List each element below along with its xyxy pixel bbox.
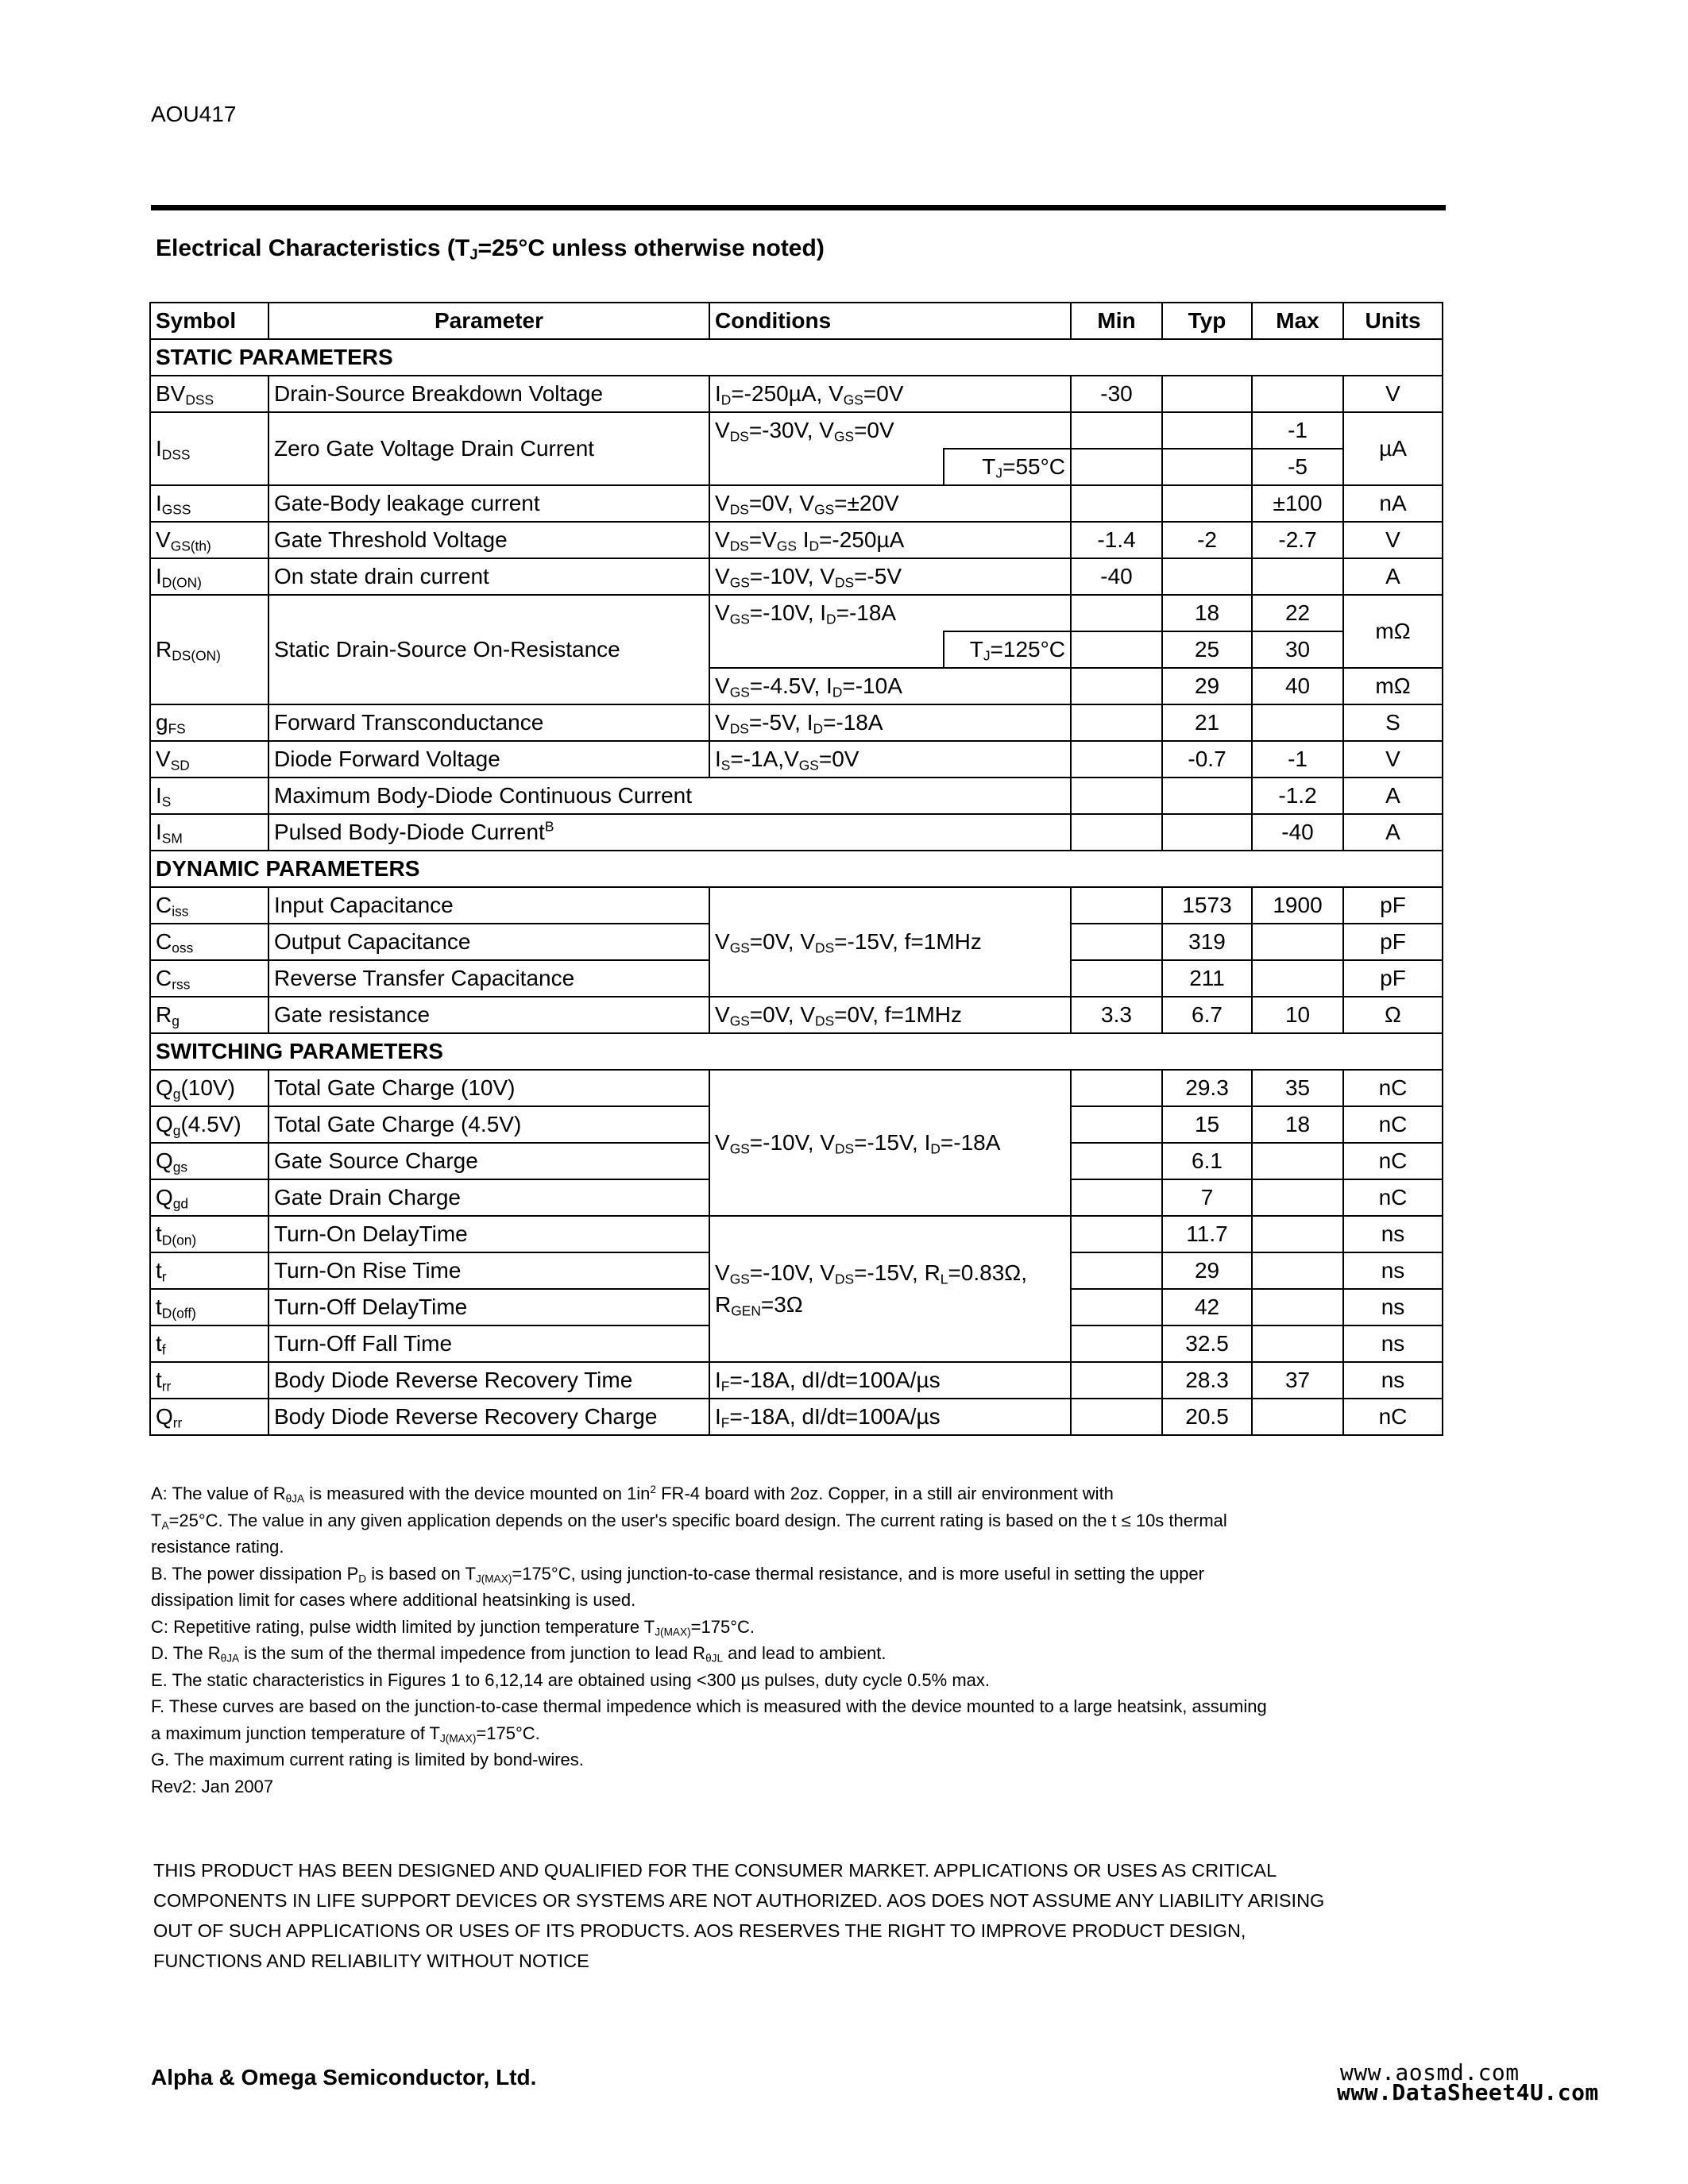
parameter-cell: Turn-Off DelayTime bbox=[268, 1289, 709, 1325]
conditions-cell: $V_{DS}=0V$, $V_{GS}=\pm 20V$ bbox=[709, 485, 1071, 522]
conditions-cell: $V_{GS}=-4.5V$, $I_D=-10A$ bbox=[709, 668, 1071, 704]
table-row bbox=[150, 741, 1443, 778]
parameter-cell: Drain-Source Breakdown Voltage bbox=[268, 376, 709, 412]
units-cell: nC bbox=[1343, 1070, 1443, 1106]
typ-cell bbox=[1162, 449, 1252, 485]
units-cell: mΩ bbox=[1343, 595, 1443, 668]
typ-cell bbox=[1162, 814, 1252, 851]
header-parameter: Parameter bbox=[268, 303, 709, 339]
parameter-cell: Input Capacitance bbox=[268, 887, 709, 924]
min-cell bbox=[1071, 412, 1162, 449]
note-c: C: Repetitive rating, pulse width limited by junction temperature $T_{J(MAX)}=175^\circ C$. bbox=[151, 1616, 755, 1638]
symbol-cell: $Q_{rr}$ bbox=[150, 1399, 268, 1435]
min-cell bbox=[1071, 1106, 1162, 1143]
parameter-cell: Total Gate Charge (10V) bbox=[268, 1070, 709, 1106]
note-g: G. The maximum current rating is limited by bond-wires. bbox=[151, 1750, 584, 1769]
symbol-cell: $I_{GSS}$ bbox=[150, 485, 268, 522]
units-cell: pF bbox=[1343, 887, 1443, 924]
parameter-cell: Reverse Transfer Capacitance bbox=[268, 960, 709, 997]
units-cell: nA bbox=[1343, 485, 1443, 522]
table-row bbox=[150, 1362, 1443, 1399]
parameter-cell: Gate Drain Charge bbox=[268, 1179, 709, 1216]
units-cell: V bbox=[1343, 522, 1443, 558]
conditions-cell: $V_{DS}=V_{GS}$ $I_D=-250\mu A$ bbox=[709, 522, 1071, 558]
symbol-cell: $C_{iss}$ bbox=[150, 887, 268, 924]
table-row bbox=[150, 376, 1443, 412]
max-cell: 37 bbox=[1252, 1362, 1343, 1399]
conditions-cell: $V_{GS}=-10V$, $V_{DS}=-15V$, $I_D=-18A$ bbox=[709, 1070, 1071, 1216]
symbol-cell: $I_{SM}$ bbox=[150, 814, 268, 851]
parameter-cell: Turn-On DelayTime bbox=[268, 1216, 709, 1252]
min-cell bbox=[1071, 1289, 1162, 1325]
min-cell bbox=[1071, 924, 1162, 960]
typ-cell: 29 bbox=[1162, 1252, 1252, 1289]
typ-cell: 6.7 bbox=[1162, 997, 1252, 1033]
min-cell bbox=[1071, 1399, 1162, 1435]
section-dynamic: DYNAMIC PARAMETERS bbox=[150, 851, 1443, 887]
parameter-cell: Zero Gate Voltage Drain Current bbox=[268, 412, 709, 485]
max-cell: 30 bbox=[1252, 631, 1343, 668]
parameter-cell: Pulsed Body-Diode Current$^B$ bbox=[268, 814, 1071, 851]
header-min: Min bbox=[1071, 303, 1162, 339]
header-conditions: Conditions bbox=[709, 303, 1071, 339]
units-cell: A bbox=[1343, 778, 1443, 814]
units-cell: nC bbox=[1343, 1143, 1443, 1179]
typ-cell: 21 bbox=[1162, 704, 1252, 741]
conditions-cell: $V_{DS}=-30V$, $V_{GS}=0V$ bbox=[709, 412, 1071, 449]
max-cell bbox=[1252, 1289, 1343, 1325]
units-cell: V bbox=[1343, 376, 1443, 412]
min-cell bbox=[1071, 595, 1162, 631]
min-cell bbox=[1071, 668, 1162, 704]
part-number: AOU417 bbox=[151, 102, 237, 126]
max-cell bbox=[1252, 1325, 1343, 1362]
parameter-cell: Maximum Body-Diode Continuous Current bbox=[268, 778, 1071, 814]
conditions-cell: $I_D=-250\mu A$, $V_{GS}=0V$ bbox=[709, 376, 1071, 412]
max-cell: 18 bbox=[1252, 1106, 1343, 1143]
max-cell: -2.7 bbox=[1252, 522, 1343, 558]
max-cell bbox=[1252, 376, 1343, 412]
min-cell bbox=[1071, 1252, 1162, 1289]
typ-cell: 319 bbox=[1162, 924, 1252, 960]
symbol-cell: $t_f$ bbox=[150, 1325, 268, 1362]
conditions-cell: $V_{GS}=0V$, $V_{DS}=-15V$, f=1MHz bbox=[709, 887, 1071, 997]
note-e: E. The static characteristics in Figures 1 to 6,12,14 are obtained using <300 µs pulses, duty cycle 0.5% max. bbox=[151, 1669, 990, 1690]
parameter-cell: Forward Transconductance bbox=[268, 704, 709, 741]
typ-cell: 11.7 bbox=[1162, 1216, 1252, 1252]
parameter-cell: Body Diode Reverse Recovery Charge bbox=[268, 1399, 709, 1435]
parameter-cell: Body Diode Reverse Recovery Time bbox=[268, 1362, 709, 1399]
note-a-line1: A: The value of $R_{\theta JA}$ is measured with the device mounted on $1in^2$ FR-4 board with 2oz. Copper, in a still air environment with bbox=[151, 1483, 1114, 1505]
typ-cell bbox=[1162, 412, 1252, 449]
parameter-cell: Gate Threshold Voltage bbox=[268, 522, 709, 558]
min-cell bbox=[1071, 449, 1162, 485]
note-b-line2: dissipation limit for cases where additional heatsinking is used. bbox=[151, 1590, 636, 1610]
typ-cell: -0.7 bbox=[1162, 741, 1252, 778]
max-cell: -40 bbox=[1252, 814, 1343, 851]
units-cell: ns bbox=[1343, 1252, 1443, 1289]
symbol-cell: $Q_{gs}$ bbox=[150, 1143, 268, 1179]
units-cell: S bbox=[1343, 704, 1443, 741]
typ-cell: 211 bbox=[1162, 960, 1252, 997]
disclaimer-line: THIS PRODUCT HAS BEEN DESIGNED AND QUALIFIED FOR THE CONSUMER MARKET. APPLICATIONS OR USES AS CRITICAL bbox=[153, 1860, 1277, 1881]
min-cell bbox=[1071, 1070, 1162, 1106]
table-row bbox=[150, 1216, 1443, 1252]
max-cell bbox=[1252, 1252, 1343, 1289]
max-cell: 35 bbox=[1252, 1070, 1343, 1106]
typ-cell: 6.1 bbox=[1162, 1143, 1252, 1179]
typ-cell bbox=[1162, 485, 1252, 522]
symbol-cell: $g_{FS}$ bbox=[150, 704, 268, 741]
units-cell: nC bbox=[1343, 1399, 1443, 1435]
max-cell: -1 bbox=[1252, 412, 1343, 449]
conditions-cell: $I_S=-1A,V_{GS}=0V$ bbox=[709, 741, 1071, 778]
max-cell bbox=[1252, 1179, 1343, 1216]
parameter-cell: On state drain current bbox=[268, 558, 709, 595]
note-d: D. The $R_{\theta JA}$ is the sum of the thermal impedence from junction to lead $R_{\theta JL}$ and lead to ambient. bbox=[151, 1643, 886, 1665]
header-rule bbox=[151, 205, 1446, 210]
table-row bbox=[150, 522, 1443, 558]
typ-cell: 15 bbox=[1162, 1106, 1252, 1143]
header-symbol: Symbol bbox=[150, 303, 268, 339]
table-header-row bbox=[150, 303, 1443, 339]
max-cell bbox=[1252, 960, 1343, 997]
section-switching: SWITCHING PARAMETERS bbox=[150, 1033, 1443, 1070]
symbol-cell: $V_{SD}$ bbox=[150, 741, 268, 778]
note-a-line3: resistance rating. bbox=[151, 1537, 284, 1557]
table-row bbox=[150, 412, 1443, 449]
min-cell bbox=[1071, 1143, 1162, 1179]
units-cell: pF bbox=[1343, 960, 1443, 997]
table-row bbox=[150, 887, 1443, 924]
units-cell: Ω bbox=[1343, 997, 1443, 1033]
max-cell: 1900 bbox=[1252, 887, 1343, 924]
parameter-cell: Gate resistance bbox=[268, 997, 709, 1033]
company-name: Alpha & Omega Semiconductor, Ltd. bbox=[151, 2065, 537, 2089]
table-row bbox=[150, 1070, 1443, 1106]
typ-cell: 42 bbox=[1162, 1289, 1252, 1325]
symbol-cell: $R_{DS(ON)}$ bbox=[150, 595, 268, 704]
typ-cell: -2 bbox=[1162, 522, 1252, 558]
conditions-cell: $V_{GS}=-10V$, $V_{DS}=-15V$, $R_L=0.83\Omega$, $R_{GEN}=3\Omega$ bbox=[709, 1216, 1071, 1362]
typ-cell: 29.3 bbox=[1162, 1070, 1252, 1106]
section-row bbox=[150, 851, 1443, 887]
symbol-cell: $t_{rr}$ bbox=[150, 1362, 268, 1399]
table-row bbox=[150, 704, 1443, 741]
min-cell bbox=[1071, 778, 1162, 814]
disclaimer-line: FUNCTIONS AND RELIABILITY WITHOUT NOTICE bbox=[153, 1951, 589, 1971]
min-cell bbox=[1071, 1325, 1162, 1362]
table-row bbox=[150, 778, 1443, 814]
min-cell: -30 bbox=[1071, 376, 1162, 412]
units-cell: µA bbox=[1343, 412, 1443, 485]
website-link[interactable]: www.aosmd.com bbox=[1340, 2059, 1520, 2086]
parameter-cell: Gate Source Charge bbox=[268, 1143, 709, 1179]
section-row bbox=[150, 1033, 1443, 1070]
table-row bbox=[150, 997, 1443, 1033]
symbol-cell: $C_{rss}$ bbox=[150, 960, 268, 997]
min-cell bbox=[1071, 485, 1162, 522]
units-cell: ns bbox=[1343, 1216, 1443, 1252]
conditions-cell: $V_{GS}=-10V$, $V_{DS}=-5V$ bbox=[709, 558, 1071, 595]
header-max: Max bbox=[1252, 303, 1343, 339]
conditions-cell: $V_{GS}=0V$, $V_{DS}=0V$, f=1MHz bbox=[709, 997, 1071, 1033]
min-cell bbox=[1071, 631, 1162, 668]
table-row bbox=[150, 485, 1443, 522]
disclaimer-line: COMPONENTS IN LIFE SUPPORT DEVICES OR SYSTEMS ARE NOT AUTHORIZED. AOS DOES NOT ASSUME ANY LIABILITY ARISING bbox=[153, 1890, 1325, 1911]
conditions-spacer bbox=[709, 631, 944, 668]
max-cell bbox=[1252, 1143, 1343, 1179]
min-cell: -40 bbox=[1071, 558, 1162, 595]
parameter-cell: Turn-On Rise Time bbox=[268, 1252, 709, 1289]
typ-cell: 29 bbox=[1162, 668, 1252, 704]
typ-cell: 32.5 bbox=[1162, 1325, 1252, 1362]
typ-cell: 18 bbox=[1162, 595, 1252, 631]
datasheet-watermark: www.DataSheet4U.com bbox=[1337, 2079, 1599, 2105]
conditions-cell: $V_{GS}=-10V$, $I_D=-18A$ bbox=[709, 595, 1071, 631]
parameter-cell: Turn-Off Fall Time bbox=[268, 1325, 709, 1362]
max-cell bbox=[1252, 1216, 1343, 1252]
min-cell: -1.4 bbox=[1071, 522, 1162, 558]
symbol-cell: $Q_g(4.5V)$ bbox=[150, 1106, 268, 1143]
note-f-line1: F. These curves are based on the junction-to-case thermal impedence which is measured with the device mounted to a large heatsink, assuming bbox=[151, 1696, 1267, 1716]
parameter-cell: Output Capacitance bbox=[268, 924, 709, 960]
typ-cell: 20.5 bbox=[1162, 1399, 1252, 1435]
table-row bbox=[150, 595, 1443, 631]
typ-cell: 25 bbox=[1162, 631, 1252, 668]
disclaimer-line: OUT OF SUCH APPLICATIONS OR USES OF ITS PRODUCTS. AOS RESERVES THE RIGHT TO IMPROVE PRODUCT DESIGN, bbox=[153, 1920, 1246, 1941]
note-f-line2: a maximum junction temperature of $T_{J(MAX)}=175^\circ C$. bbox=[151, 1723, 540, 1744]
symbol-cell: $I_S$ bbox=[150, 778, 268, 814]
min-cell bbox=[1071, 704, 1162, 741]
units-cell: V bbox=[1343, 741, 1443, 778]
symbol-cell: $t_{D(on)}$ bbox=[150, 1216, 268, 1252]
max-cell bbox=[1252, 1399, 1343, 1435]
min-cell bbox=[1071, 1362, 1162, 1399]
max-cell: -1 bbox=[1252, 741, 1343, 778]
table-row bbox=[150, 1399, 1443, 1435]
revision: Rev2: Jan 2007 bbox=[151, 1776, 274, 1796]
max-cell: 40 bbox=[1252, 668, 1343, 704]
section-static: STATIC PARAMETERS bbox=[150, 339, 1443, 376]
symbol-cell: $BV_{DSS}$ bbox=[150, 376, 268, 412]
symbol-cell: $t_r$ bbox=[150, 1252, 268, 1289]
symbol-cell: $R_g$ bbox=[150, 997, 268, 1033]
min-cell bbox=[1071, 1216, 1162, 1252]
max-cell: 10 bbox=[1252, 997, 1343, 1033]
conditions-cell: $V_{DS}=-5V$, $I_D=-18A$ bbox=[709, 704, 1071, 741]
section-row bbox=[150, 339, 1443, 376]
header-typ: Typ bbox=[1162, 303, 1252, 339]
header-units: Units bbox=[1343, 303, 1443, 339]
parameter-cell: Total Gate Charge (4.5V) bbox=[268, 1106, 709, 1143]
note-a-line2: $T_A=25^\circ C$. The value in any given application depends on the user's specific board design. The current rating is based on the t ≤ 10s thermal bbox=[151, 1510, 1227, 1531]
max-cell bbox=[1252, 704, 1343, 741]
max-cell: -1.2 bbox=[1252, 778, 1343, 814]
min-cell bbox=[1071, 741, 1162, 778]
units-cell: A bbox=[1343, 558, 1443, 595]
electrical-characteristics-table bbox=[149, 302, 1443, 1436]
symbol-cell: $V_{GS(th)}$ bbox=[150, 522, 268, 558]
min-cell bbox=[1071, 1179, 1162, 1216]
typ-cell bbox=[1162, 778, 1252, 814]
tj-condition-cell: $T_J=125^\circ C$ bbox=[944, 631, 1071, 668]
units-cell: mΩ bbox=[1343, 668, 1443, 704]
typ-cell: 1573 bbox=[1162, 887, 1252, 924]
min-cell bbox=[1071, 960, 1162, 997]
disclaimer bbox=[153, 1855, 1504, 1976]
tj-condition-cell: $T_J=55^\circ C$ bbox=[944, 449, 1071, 485]
units-cell: A bbox=[1343, 814, 1443, 851]
symbol-cell: $Q_g(10V)$ bbox=[150, 1070, 268, 1106]
parameter-cell: Diode Forward Voltage bbox=[268, 741, 709, 778]
typ-cell: 28.3 bbox=[1162, 1362, 1252, 1399]
units-cell: nC bbox=[1343, 1179, 1443, 1216]
units-cell: ns bbox=[1343, 1289, 1443, 1325]
footnotes bbox=[151, 1480, 1470, 1800]
conditions-cell: $I_F=-18A$, dI/dt=100A/µs bbox=[709, 1362, 1071, 1399]
units-cell: pF bbox=[1343, 924, 1443, 960]
conditions-cell: $I_F=-18A$, dI/dt=100A/µs bbox=[709, 1399, 1071, 1435]
table-row bbox=[150, 814, 1443, 851]
units-cell: ns bbox=[1343, 1362, 1443, 1399]
symbol-cell: $I_{D(ON)}$ bbox=[150, 558, 268, 595]
min-cell bbox=[1071, 814, 1162, 851]
symbol-cell: $Q_{gd}$ bbox=[150, 1179, 268, 1216]
max-cell: ±100 bbox=[1252, 485, 1343, 522]
table-row bbox=[150, 558, 1443, 595]
parameter-cell: Gate-Body leakage current bbox=[268, 485, 709, 522]
section-title: Electrical Characteristics ($T_J=25^\circ C$ unless otherwise noted) bbox=[156, 235, 825, 263]
symbol-cell: $I_{DSS}$ bbox=[150, 412, 268, 485]
max-cell bbox=[1252, 924, 1343, 960]
max-cell: -5 bbox=[1252, 449, 1343, 485]
note-b-line1: B. The power dissipation $P_D$ is based on $T_{J(MAX)}=175^\circ C$, using junction-to-case thermal resistance, and is more useful in setting the upper bbox=[151, 1563, 1204, 1584]
symbol-cell: $C_{oss}$ bbox=[150, 924, 268, 960]
conditions-spacer bbox=[709, 449, 944, 485]
units-cell: ns bbox=[1343, 1325, 1443, 1362]
max-cell: 22 bbox=[1252, 595, 1343, 631]
units-cell: nC bbox=[1343, 1106, 1443, 1143]
parameter-cell: Static Drain-Source On-Resistance bbox=[268, 595, 709, 704]
typ-cell bbox=[1162, 376, 1252, 412]
max-cell bbox=[1252, 558, 1343, 595]
typ-cell bbox=[1162, 558, 1252, 595]
symbol-cell: $t_{D(off)}$ bbox=[150, 1289, 268, 1325]
min-cell: 3.3 bbox=[1071, 997, 1162, 1033]
typ-cell: 7 bbox=[1162, 1179, 1252, 1216]
min-cell bbox=[1071, 887, 1162, 924]
